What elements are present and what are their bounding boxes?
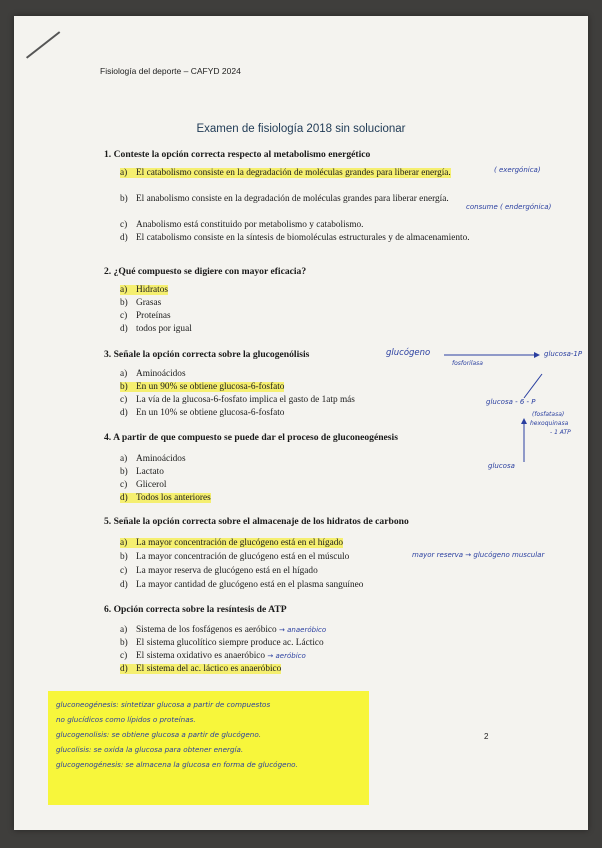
- question-3-heading: 3. Señale la opción correcta sobre la glucogenólisis: [104, 349, 310, 360]
- question-6-option-b: b) El sistema glucolítico siempre produce ac. Láctico: [120, 638, 324, 648]
- question-6-option-d: d) El sistema del ac. láctico es anaeróbico: [120, 664, 282, 674]
- question-3-option-a: a) Aminoácidos: [120, 369, 186, 379]
- question-2-heading: 2. ¿Qué compuesto se digiere con mayor eficacia?: [104, 266, 307, 277]
- arrow-glucosa-1p-to-6p: [524, 374, 542, 398]
- page-number: 2: [484, 732, 489, 741]
- question-1-option-a: a) El catabolismo consiste en la degradación de moléculas grandes para liberar energía.: [120, 168, 451, 178]
- sticky-note-line: gluconeogénesis: sintetizar glucosa a partir de compuestos: [56, 700, 271, 709]
- question-5-option-c: c) La mayor reserva de glucógeno está en el hígado: [120, 566, 318, 576]
- question-2-option-b: b) Grasas: [120, 298, 162, 308]
- sticky-note-line: glucolisis: se oxida la glucosa para obtener energía.: [56, 745, 244, 754]
- question-5-option-d: d) La mayor cantidad de glucógeno está en el plasma sanguíneo: [120, 580, 364, 590]
- sticky-note-line: glucogenolisis: se obtiene glucosa a partir de glucógeno.: [56, 730, 262, 739]
- note-glucosa: glucosa: [488, 462, 515, 470]
- question-5-heading: 5. Señale la opción correcta sobre el almacenaje de los hidratos de carbono: [104, 516, 409, 527]
- note-glucosa-6p: glucosa - 6 - P: [486, 398, 536, 406]
- question-1-option-c: c) Anabolismo está constituido por metabolismo y catabolismo.: [120, 220, 364, 230]
- note-atp: - 1 ATP: [550, 429, 571, 436]
- arrow-head-1: [534, 352, 540, 358]
- question-2-option-d: d) todos por igual: [120, 324, 192, 334]
- question-4-option-c: c) Glicerol: [120, 480, 167, 490]
- question-6-option-c: c) El sistema oxidativo es anaeróbico → aeróbico: [120, 651, 306, 661]
- question-6-heading: 6. Opción correcta sobre la resíntesis de ATP: [104, 604, 287, 615]
- question-5-option-a: a) La mayor concentración de glucógeno está en el hígado: [120, 538, 344, 548]
- question-5-option-b: b) La mayor concentración de glucógeno está en el músculo: [120, 552, 350, 562]
- note-hexoquinasa: hexoquinasa: [530, 420, 569, 427]
- question-3-option-b: b) En un 90% se obtiene glucosa-6-fosfato: [120, 382, 285, 392]
- note-aerobico: → aeróbico: [267, 652, 306, 660]
- question-4-option-d: d) Todos los anteriores: [120, 493, 211, 503]
- note-exergonica: ( exergónica): [494, 166, 541, 174]
- question-4-option-b: b) Lactato: [120, 467, 164, 477]
- question-3-option-c: c) La vía de la glucosa-6-fosfato implica el gasto de 1atp más: [120, 395, 355, 405]
- question-1-option-b: b) El anabolismo consiste en la degradación de moléculas grandes para liberar energía.: [120, 194, 449, 204]
- question-4-option-a: a) Aminoácidos: [120, 454, 186, 464]
- folded-corner-mark: [26, 31, 60, 58]
- note-mayor-reserva: mayor reserva → glucógeno muscular: [412, 551, 545, 559]
- question-1-option-d: d) El catabolismo consiste en la síntesis de biomoléculas estructurales y de almacenamiento.: [120, 233, 470, 243]
- note-fosfatasa: (fosfatasa): [532, 411, 565, 418]
- note-fosforilasa: fosforilasa: [452, 360, 483, 367]
- sticky-note-line: glucogenogénesis: se almacena la glucosa en forma de glucógeno.: [56, 760, 298, 769]
- note-consume: consume ( endergónica): [466, 203, 552, 211]
- question-3-option-d: d) En un 10% se obtiene glucosa-6-fosfato: [120, 408, 285, 418]
- document-header: Fisiología del deporte – CAFYD 2024: [100, 66, 241, 76]
- exam-title: Examen de fisiología 2018 sin solucionar: [196, 123, 406, 135]
- note-anaerobico: → anaeróbico: [279, 626, 327, 634]
- note-glucogeno: glucógeno: [386, 348, 431, 358]
- sticky-note-line: no glucídicos como lípidos o proteínas.: [56, 715, 196, 724]
- sticky-note: [48, 691, 369, 805]
- question-4-heading: 4. A partir de que compuesto se puede dar el proceso de gluconeogénesis: [104, 432, 398, 443]
- note-glucosa-1p: glucosa-1P: [544, 350, 583, 358]
- arrow-head-2: [521, 418, 527, 424]
- exam-page: [14, 16, 588, 830]
- question-2-option-c: c) Proteínas: [120, 311, 171, 321]
- question-2-option-a: a) Hidratos: [120, 285, 169, 295]
- question-6-option-a: a) Sistema de los fosfágenos es aeróbico → anaeróbico: [120, 625, 327, 635]
- question-1-heading: 1. Conteste la opción correcta respecto al metabolismo energético: [104, 149, 371, 160]
